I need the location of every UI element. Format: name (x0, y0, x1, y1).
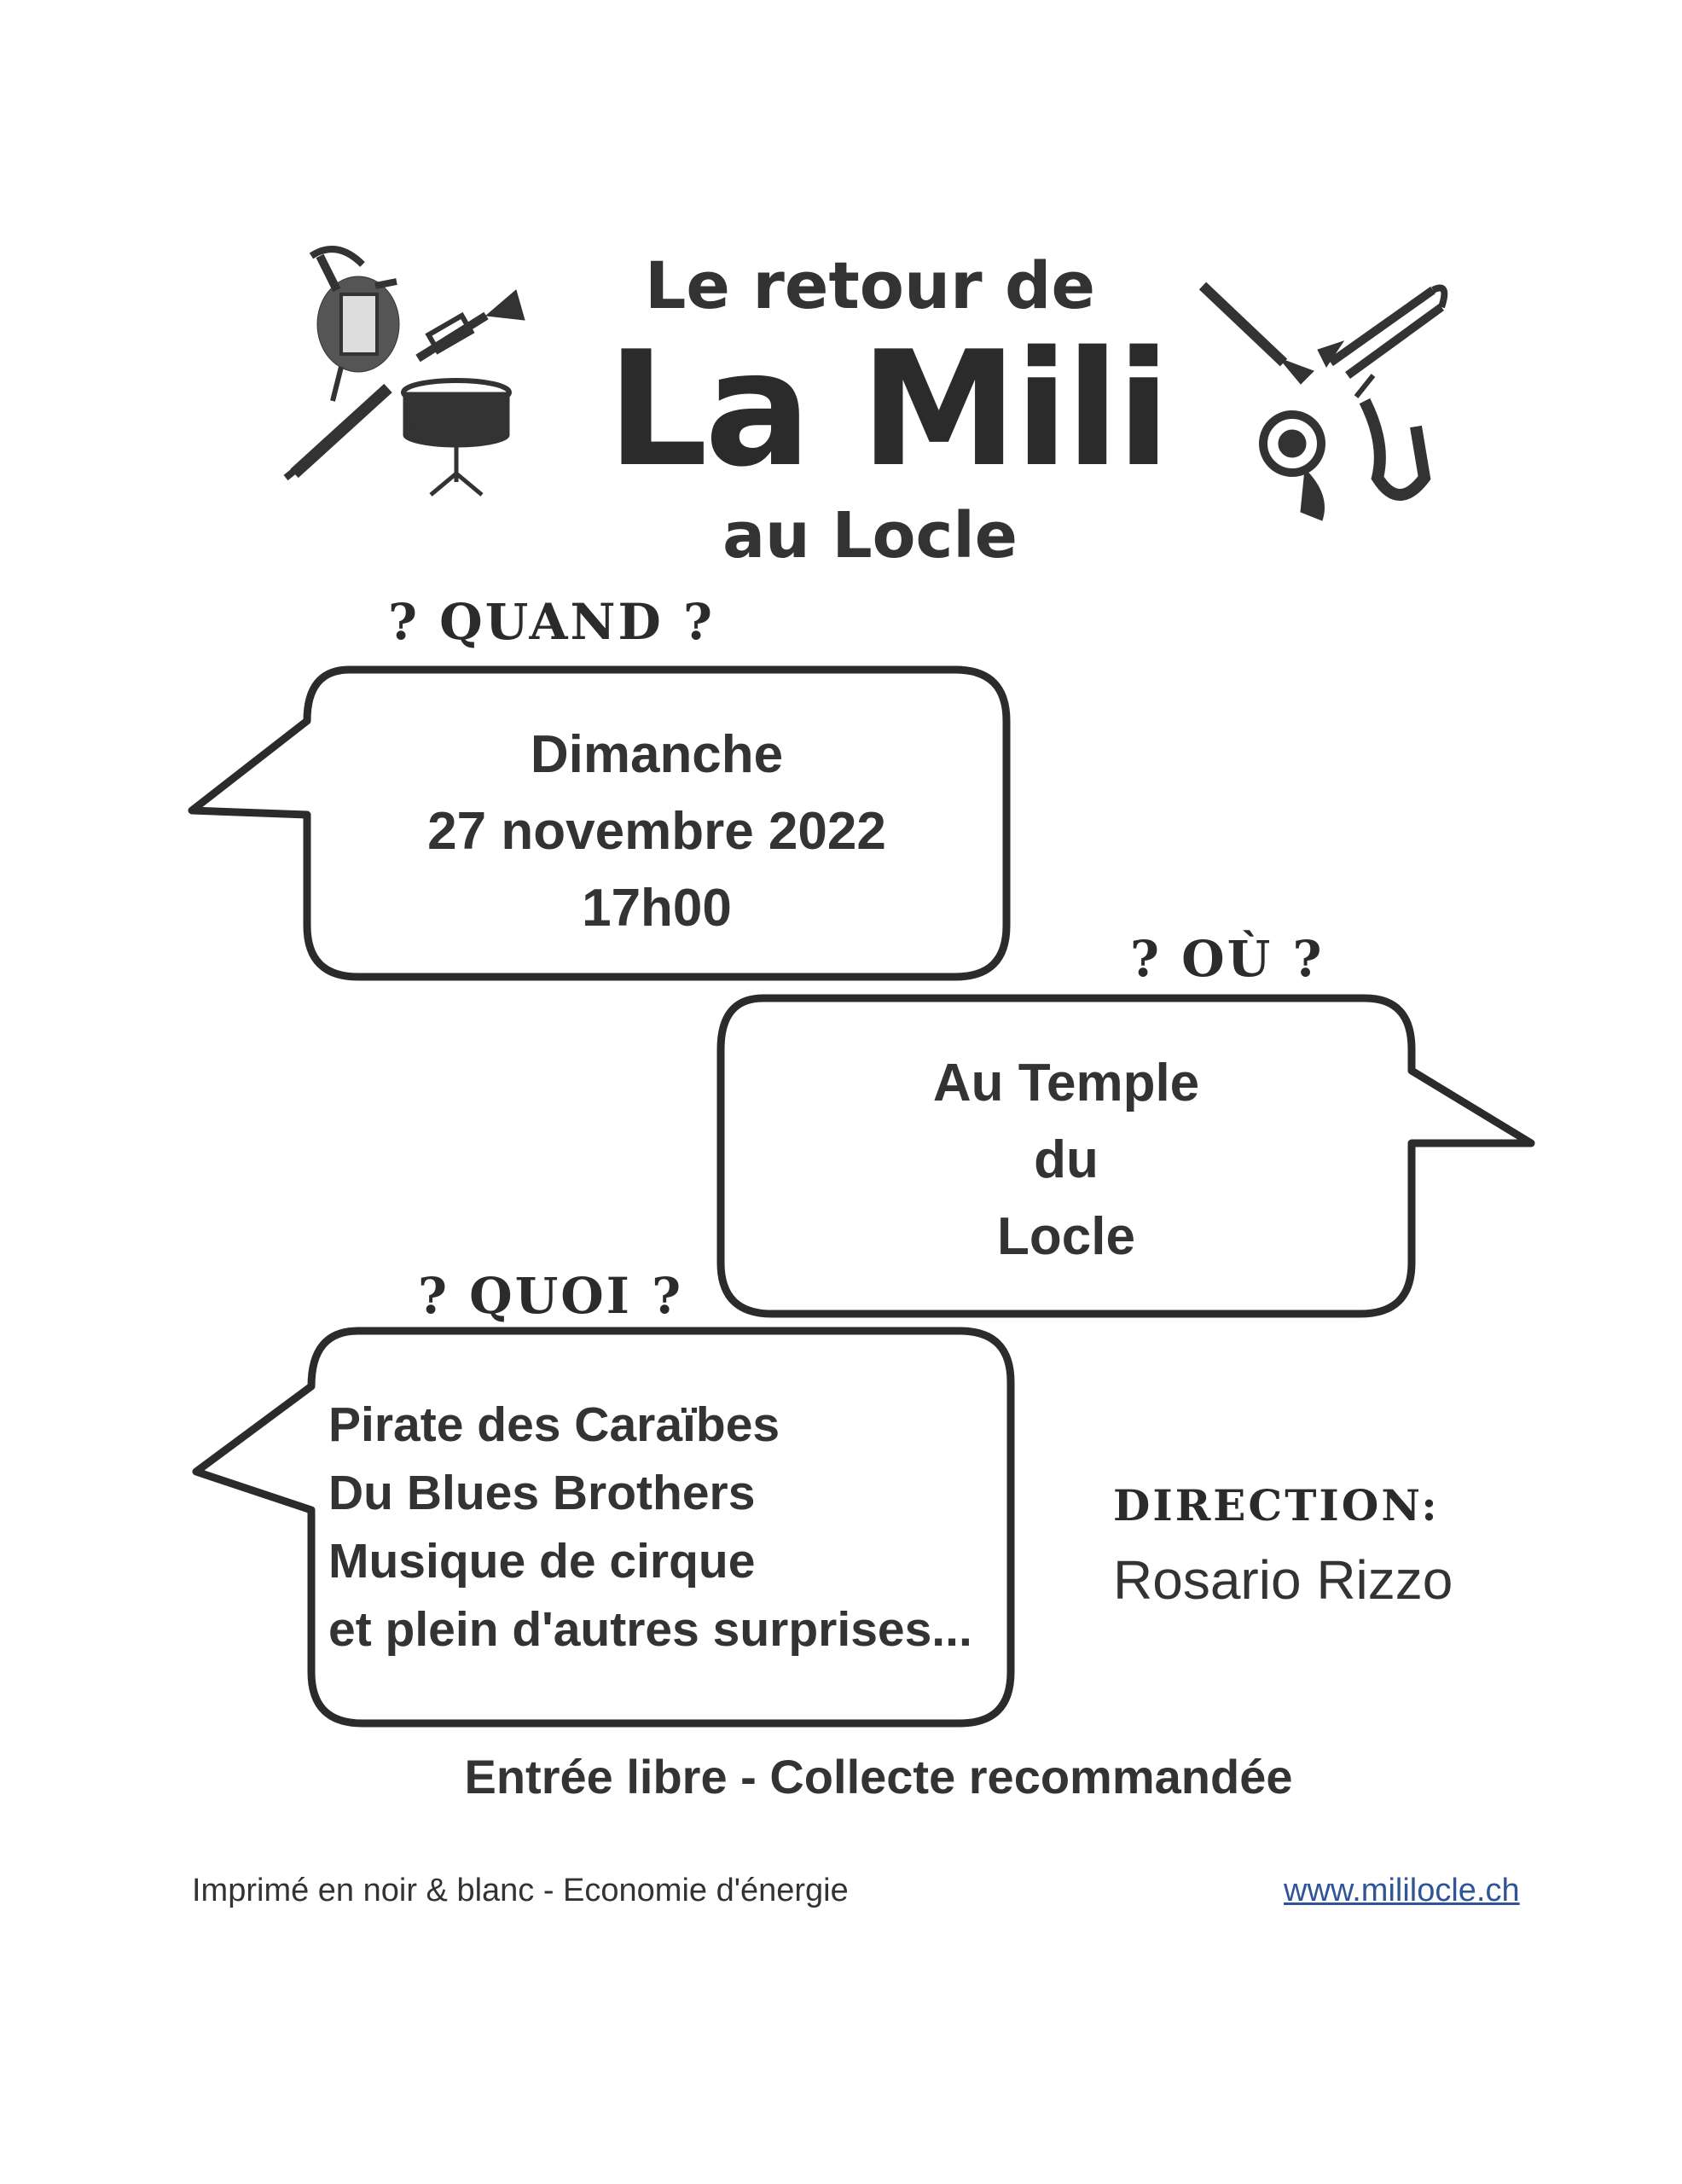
entry-note: Entrée libre - Collecte recommandée (464, 1750, 1293, 1804)
program-item: et plein d'autres surprises... (328, 1602, 972, 1657)
what-text (328, 1391, 1011, 1664)
direction-label: DIRECTION: (1113, 1480, 1440, 1531)
when-text (307, 717, 1006, 947)
footer-note: Imprimé en noir & blanc - Economie d'énergie (192, 1873, 849, 1908)
where-line-1: Au Temple (932, 1054, 1200, 1112)
title-line-3: au Locle (722, 499, 1018, 572)
where-label: ? OÙ ? (1130, 930, 1325, 988)
title-main: La Mili (606, 317, 1168, 502)
website-link[interactable]: www.mililocle.ch (1284, 1873, 1520, 1908)
when-date: 27 novembre 2022 (427, 802, 886, 861)
title-line-1: Le retour de (645, 247, 1095, 323)
where-text (716, 1045, 1416, 1275)
where-line-3: Locle (997, 1207, 1135, 1266)
director-name: Rosario Rizzo (1113, 1549, 1453, 1611)
where-line-2: du (1034, 1130, 1099, 1189)
euphonium-icon (311, 249, 399, 401)
saxophone-icon (1356, 375, 1424, 495)
flute-icon (286, 388, 388, 478)
what-label: ? QUOI ? (418, 1267, 684, 1325)
when-time: 17h00 (582, 879, 732, 938)
program-item: Du Blues Brothers (328, 1466, 756, 1520)
trombone-icon (1318, 288, 1444, 376)
when-day: Dimanche (530, 725, 784, 784)
when-label: ? QUAND ? (388, 593, 715, 651)
program-item: Pirate des Caraïbes (328, 1397, 780, 1452)
program-item: Musique de cirque (328, 1534, 756, 1589)
